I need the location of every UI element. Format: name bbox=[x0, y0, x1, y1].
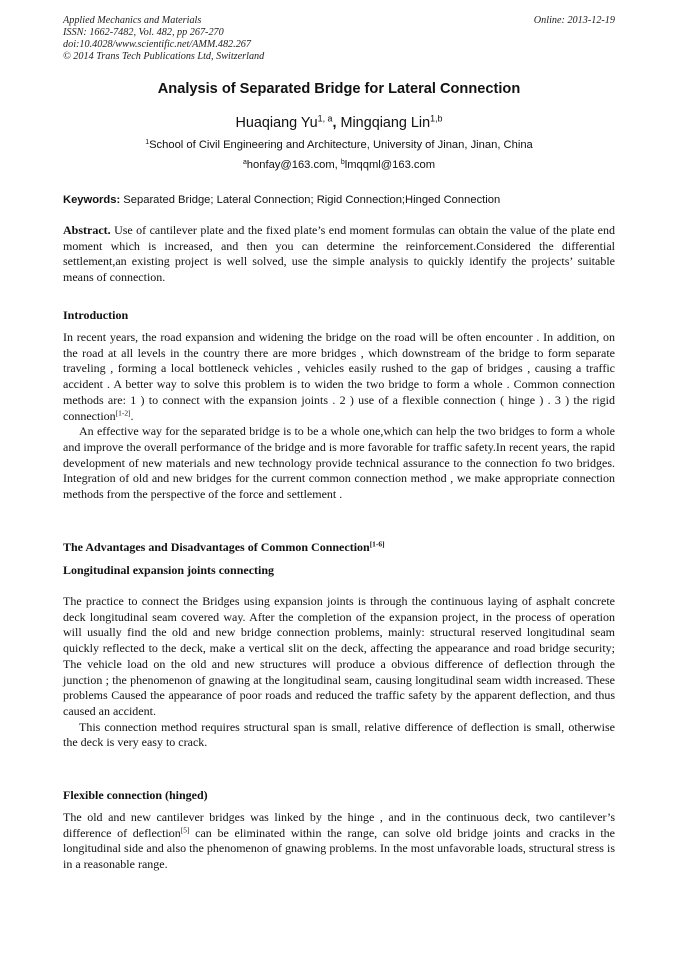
keywords-label: Keywords: bbox=[63, 194, 121, 206]
section-heading-introduction: Introduction bbox=[63, 308, 129, 322]
issn-line: ISSN: 1662-7482, Vol. 482, pp 267-270 bbox=[63, 27, 224, 38]
flexible-body bbox=[63, 810, 615, 873]
email-superscript: a bbox=[242, 158, 247, 166]
author-superscript: 1,b bbox=[430, 113, 443, 124]
email-line bbox=[0, 159, 678, 171]
subsection-heading-longitudinal: Longitudinal expansion joints connecting bbox=[63, 563, 275, 577]
paragraph: This connection method requires structural span is small, relative difference of deflection is small, otherwise the deck is very easy to crack. bbox=[63, 719, 615, 750]
paragraph-text: The old and new cantilever bridges was linked by the hinge , and in the continuous deck, two cantilever’s difference of deflection bbox=[63, 810, 615, 840]
author-separator: , bbox=[332, 115, 341, 131]
affiliation bbox=[0, 139, 678, 151]
paragraph bbox=[63, 330, 615, 424]
author-name: Huaqiang Yu bbox=[235, 115, 318, 131]
journal-name: Applied Mechanics and Materials bbox=[63, 15, 202, 26]
abstract bbox=[63, 223, 615, 286]
doi-line: doi:10.4028/www.scientific.net/AMM.482.267 bbox=[63, 39, 251, 50]
author-superscript: 1, a bbox=[317, 113, 333, 124]
keywords-text: Separated Bridge; Lateral Connection; Rigid Connection;Hinged Connection bbox=[120, 194, 501, 206]
citation: [1-2] bbox=[115, 408, 131, 418]
paragraph: The practice to connect the Bridges using expansion joints is through the continuous laying of asphalt concrete deck longitudinal seam covered way. After the completion of the expansion project, in the process of operation will usually find the old and new bridge connection problems, mainly: structural reserved longitudinal seam quickly reflected to the deck, make a vertical slit on the deck, affecting the appearance and road bridge security; The vehicle load on the old and new structures will produce a obvious difference of deflection through the junction ; the phenomenon of gnawing at the longitudinal seam, causing longitudinal seam width increased. These problems Caused the appearance of poor roads and reduced the traffic safety by the apparent deflection, and thus caused an accident. bbox=[63, 594, 615, 718]
paragraph bbox=[63, 810, 615, 873]
paper-title: Analysis of Separated Bridge for Lateral Connection bbox=[157, 81, 521, 97]
email-address: honfay@163.com, bbox=[246, 159, 341, 171]
citation: [5] bbox=[180, 825, 190, 835]
abstract-label: Abstract. bbox=[63, 223, 111, 237]
journal-header bbox=[63, 15, 615, 63]
affiliation-text: School of Civil Engineering and Architecture, University of Jinan, Jinan, China bbox=[149, 139, 533, 151]
author-line bbox=[0, 115, 678, 131]
keywords bbox=[63, 194, 616, 206]
abstract-text: Use of cantilever plate and the fixed plate’s end moment formulas can obtain the value of the plate end moment which is increased, and then you can determine the reinforcement.Considered the differential settlement,an existing project is well solved, use the simple analysis to quickly identify the projects’ suitable means of connection. bbox=[63, 223, 615, 285]
longitudinal-body bbox=[63, 594, 615, 751]
author-name: Mingqiang Lin bbox=[340, 115, 431, 131]
introduction-body bbox=[63, 330, 615, 503]
paragraph: An effective way for the separated bridge is to be a whole one,which can help the two bridges to form a whole and improve the overall performance of the bridge and is more favorable for traffic safety.In recent years, the rapid development of new materials and new technology provide technical assurance to the connection fo two bridges. Integration of old and new bridges for the current common connection method , we make appropriate connection methods from the perspective of the force and settlement . bbox=[63, 424, 615, 502]
paragraph-text: In recent years, the road expansion and widening the bridge on the road will be often encounter . In addition, on the road at all levels in the country there are more bridges , which downstream of the bridge to form separate traveling , forming a local bottleneck vehicles , vehicles easily rushed to the gap of bridges , causing a traffic accident . A better way to solve this problem is to widen the two bridge to form a whole . Common connection methods are: 1 ) to connect with the expansion joints . 2 ) use of a flexible connection ( hinge ) . 3 ) the rigid connection bbox=[63, 330, 615, 423]
subsection-heading-flexible: Flexible connection (hinged) bbox=[63, 788, 208, 802]
citation: [1-6] bbox=[369, 539, 385, 549]
paragraph-text: can be eliminated within the range, can solve old bridge joints and cracks in the longitudinal side and also the phenomenon of gnawing problems. In the most unfavorable loads, structural stress is in a reasonable range. bbox=[63, 825, 615, 872]
email-address: lmqqml@163.com bbox=[344, 159, 436, 171]
online-date: Online: 2013-12-19 bbox=[533, 15, 615, 26]
email-superscript: b bbox=[340, 158, 345, 166]
affiliation-superscript: 1 bbox=[145, 138, 150, 146]
heading-text: The Advantages and Disadvantages of Common Connection bbox=[63, 540, 370, 554]
paragraph-text: . bbox=[130, 408, 134, 423]
copyright-line: © 2014 Trans Tech Publications Ltd, Switzerland bbox=[63, 51, 265, 62]
section-heading-advantages bbox=[63, 540, 615, 555]
